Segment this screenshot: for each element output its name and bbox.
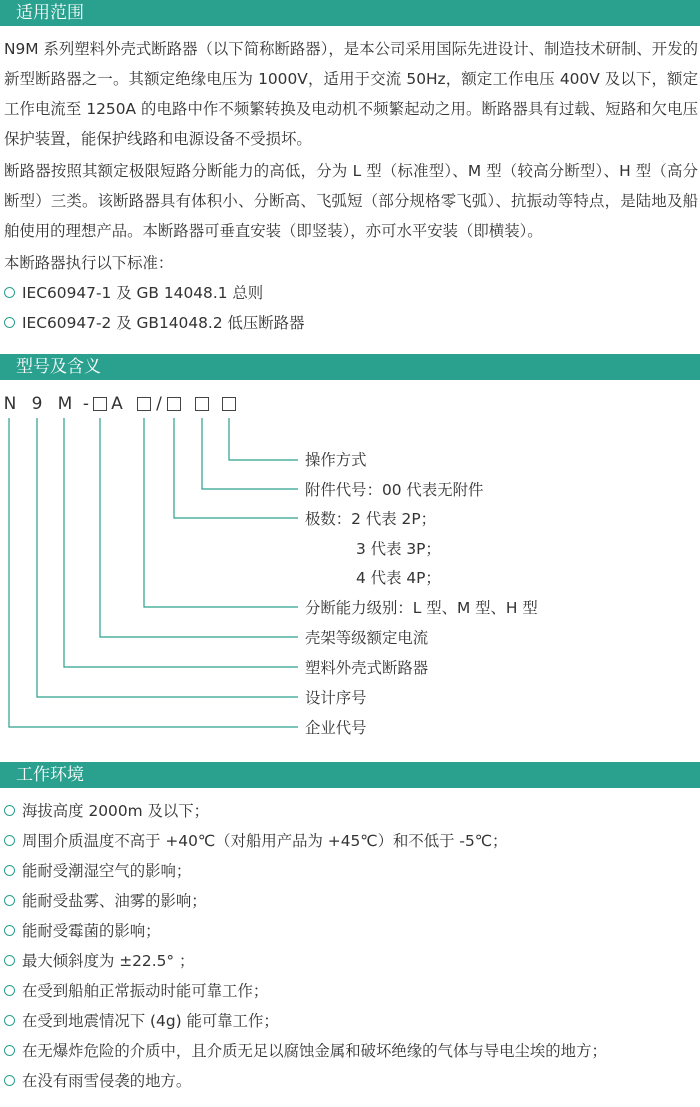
environment-item: 能耐受潮湿空气的影响； — [4, 856, 191, 886]
environment-item: 在受到地震情况下 (4g) 能可靠工作； — [4, 1006, 279, 1036]
circle-bullet-icon — [4, 865, 15, 876]
model-code-char: M — [57, 394, 73, 414]
model-label: 塑料外壳式断路器 — [305, 659, 429, 677]
scope-paragraph-1: N9M 系列塑料外壳式断路器（以下简称断路器），是本公司采用国际先进设计、制造技术研制、开发的新型断路器之一。其额定绝缘电压为 1000V，适用于交流 50Hz，额定工作电压 400V 及以下，额定工作电流至 1250A 的电路中作不频繁转换及电动机不频繁起动之用。断路器具有过载、短路和欠电压保护装置，能保护线路和电源设备不受损坏。 — [4, 40, 698, 148]
section-title: 工作环境 — [16, 765, 84, 785]
model-label: 操作方式 — [305, 451, 367, 469]
model-code-char: A — [111, 394, 123, 414]
model-code-char: / — [156, 394, 162, 414]
circle-bullet-icon — [4, 925, 15, 936]
model-code-char: - — [82, 394, 90, 414]
environment-item: 能耐受盐雾、油雾的影响； — [4, 886, 207, 916]
model-label: 极数：2 代表 2P； — [305, 510, 436, 528]
circle-bullet-icon — [4, 985, 15, 996]
circle-bullet-icon — [4, 1015, 15, 1026]
section-title: 型号及含义 — [16, 357, 101, 377]
model-label: 分断能力级别：L 型、M 型、H 型 — [305, 599, 538, 617]
section-header-environment — [0, 762, 700, 788]
model-label: 壳架等级额定电流 — [305, 629, 429, 647]
model-label: 附件代号：00 代表无附件 — [305, 481, 484, 499]
circle-bullet-icon — [4, 1045, 15, 1056]
model-label: 3 代表 3P； — [356, 540, 441, 558]
model-label: 设计序号 — [305, 689, 367, 707]
standard-item: IEC60947-1 及 GB 14048.1 总则 — [4, 278, 263, 308]
circle-bullet-icon — [4, 805, 15, 816]
environment-item: 在受到船舶正常振动时能可靠工作； — [4, 976, 268, 1006]
circle-bullet-icon — [4, 955, 15, 966]
environment-item: 在无爆炸危险的介质中，且介质无足以腐蚀金属和破坏绝缘的气体与导电尘埃的地方； — [4, 1036, 607, 1066]
circle-bullet-icon — [4, 1075, 15, 1086]
standard-item: IEC60947-2 及 GB14048.2 低压断路器 — [4, 308, 304, 338]
model-code-char: N — [3, 394, 17, 414]
environment-item: 在没有雨雪侵袭的地方。 — [4, 1066, 191, 1096]
circle-bullet-icon — [4, 835, 15, 846]
section-title: 适用范围 — [16, 3, 84, 23]
model-label: 4 代表 4P； — [356, 569, 441, 587]
environment-item: 海拔高度 2000m 及以下； — [4, 796, 209, 826]
environment-item: 能耐受霉菌的影响； — [4, 916, 161, 946]
standards-intro: 本断路器执行以下标准： — [4, 254, 174, 272]
environment-item: 周围介质温度不高于 +40℃（对船用产品为 +45℃）和不低于 -5℃； — [4, 826, 507, 856]
scope-paragraph-2: 断路器按照其额定极限短路分断能力的高低，分为 L 型（标准型）、M 型（较高分断型）、H 型（高分断型）三类。该断路器具有体积小、分断高、飞弧短（部分规格零飞弧）、抗振动等特点，是陆地及船舶使用的理想产品。本断路器可垂直安装（即竖装），亦可水平安装（即横装）。 — [4, 162, 698, 240]
model-label: 企业代号 — [305, 719, 367, 737]
circle-bullet-icon — [4, 895, 15, 906]
environment-item: 最大倾斜度为 ±22.5° ； — [4, 946, 194, 976]
model-code-char: 9 — [31, 394, 43, 414]
